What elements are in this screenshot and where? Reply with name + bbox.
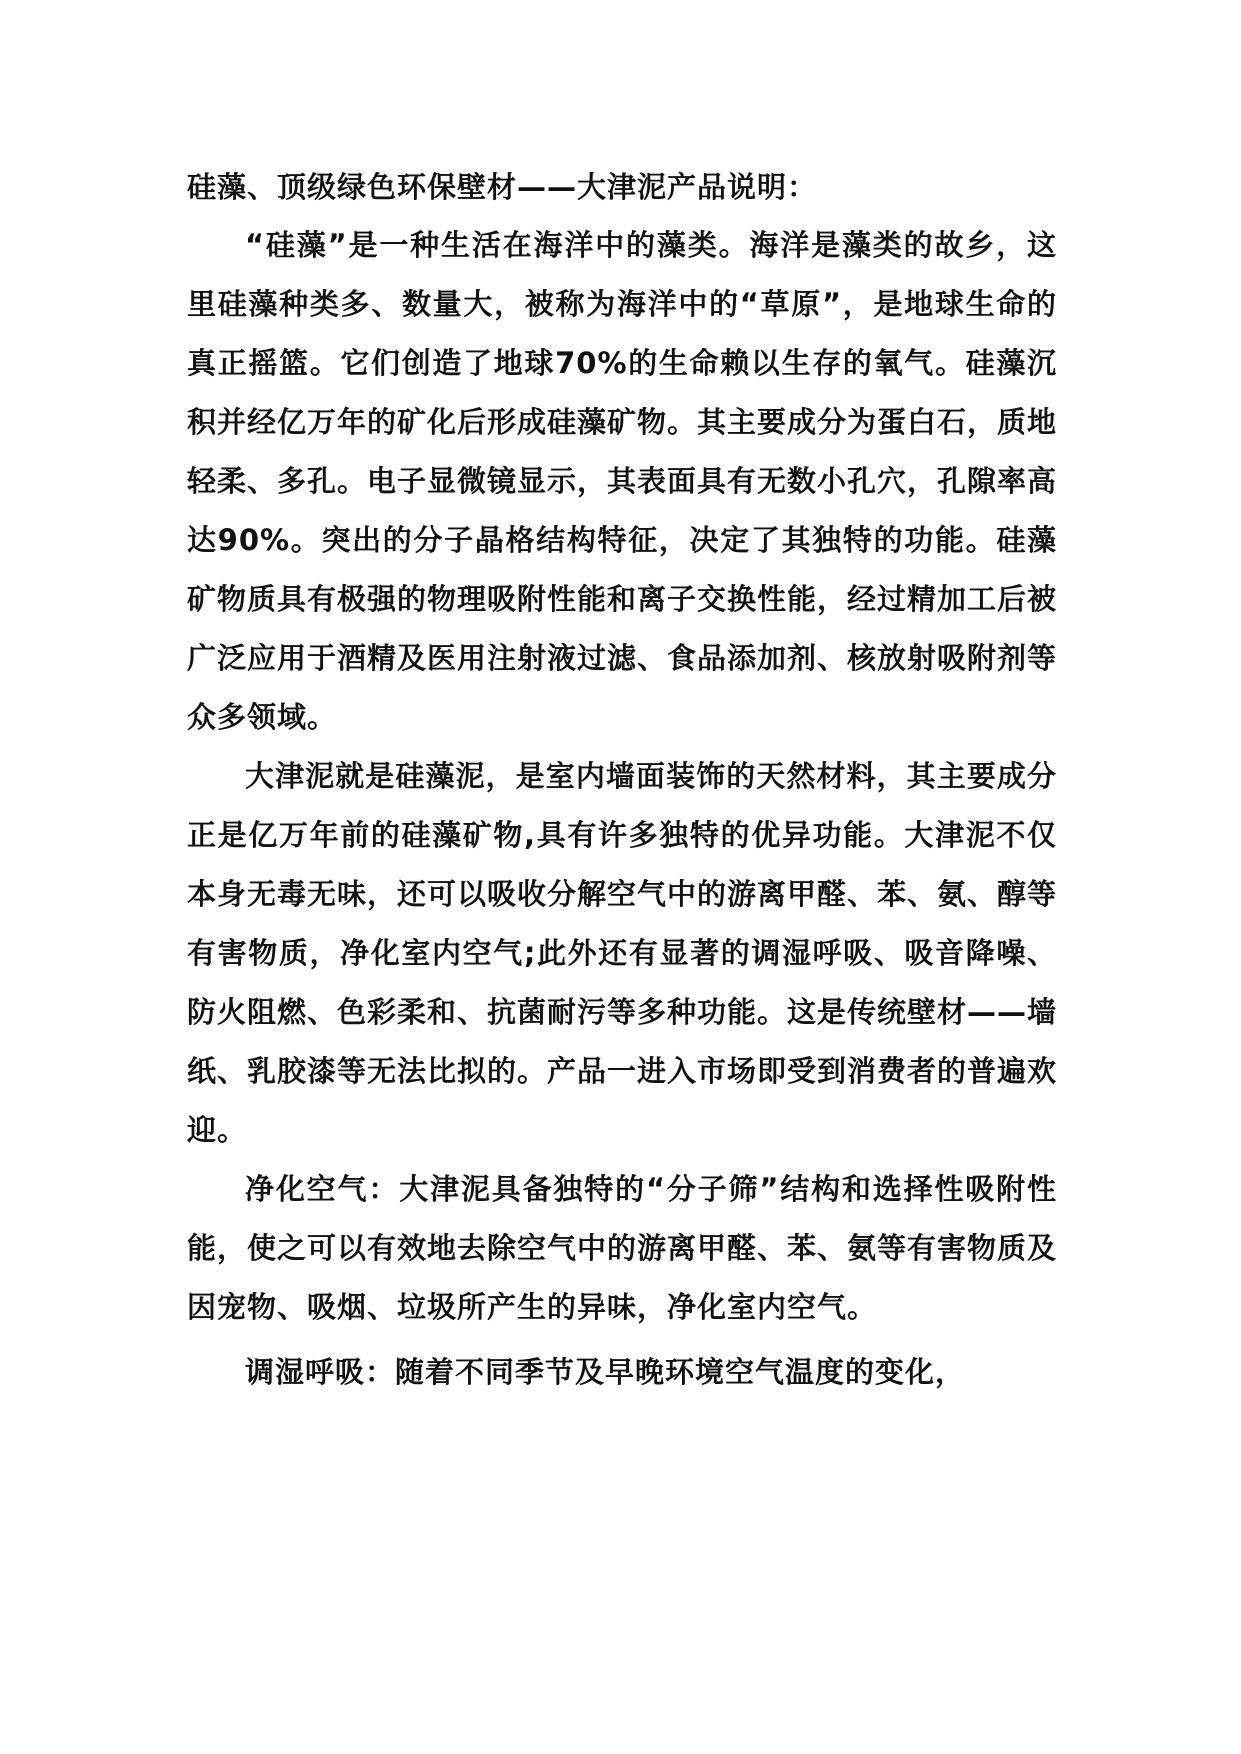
paragraph-dajinni-intro: 大津泥就是硅藻泥，是室内墙面装饰的天然材料，其主要成分正是亿万年前的硅藻矿物,具有许多独特的优异功能。大津泥不仅本身无毒无味，还可以吸收分解空气中的游离甲醛、苯、氨、醇等有害物质，净化室内空气;此外还有显著的调湿呼吸、吸音降噪、防火阻燃、色彩柔和、抗菌耐污等多种功能。这是传统壁材——墙纸、乳胶漆等无法比拟的。产品一进入市场即受到消费者的普遍欢迎。 xyxy=(187,759,1058,1147)
paragraph-air-purification: 净化空气：大津泥具备独特的“分子筛”结构和选择性吸附性能，使之可以有效地去除空气中的游离甲醛、苯、氨等有害物质及因宠物、吸烟、垃圾所产生的异味，净化室内空气。 xyxy=(187,1172,1058,1324)
paragraph-diatom-intro: “硅藻”是一种生活在海洋中的藻类。海洋是藻类的故乡，这里硅藻种类多、数量大，被称为海洋中的“草原”，是地球生命的真正摇篮。它们创造了地球70%的生命赖以生存的氧气。硅藻沉积并经亿万年的矿化后形成硅藻矿物。其主要成分为蛋白石，质地轻柔、多孔。电子显微镜显示，其表面具有无数小孔穴，孔隙率高达90%。突出的分子晶格结构特征，决定了其独特的功能。硅藻矿物质具有极强的物理吸附性能和离子交换性能，经过精加工后被广泛应用于酒精及医用注射液过滤、食品添加剂、核放射吸附剂等众多领域。 xyxy=(187,228,1058,734)
paragraph-humidity-regulation: 调湿呼吸：随着不同季节及早晚环境空气温度的变化， xyxy=(245,1355,966,1389)
document-title: 硅藻、顶级绿色环保壁材——大津泥产品说明： xyxy=(187,170,818,204)
document-body xyxy=(187,158,1057,1402)
